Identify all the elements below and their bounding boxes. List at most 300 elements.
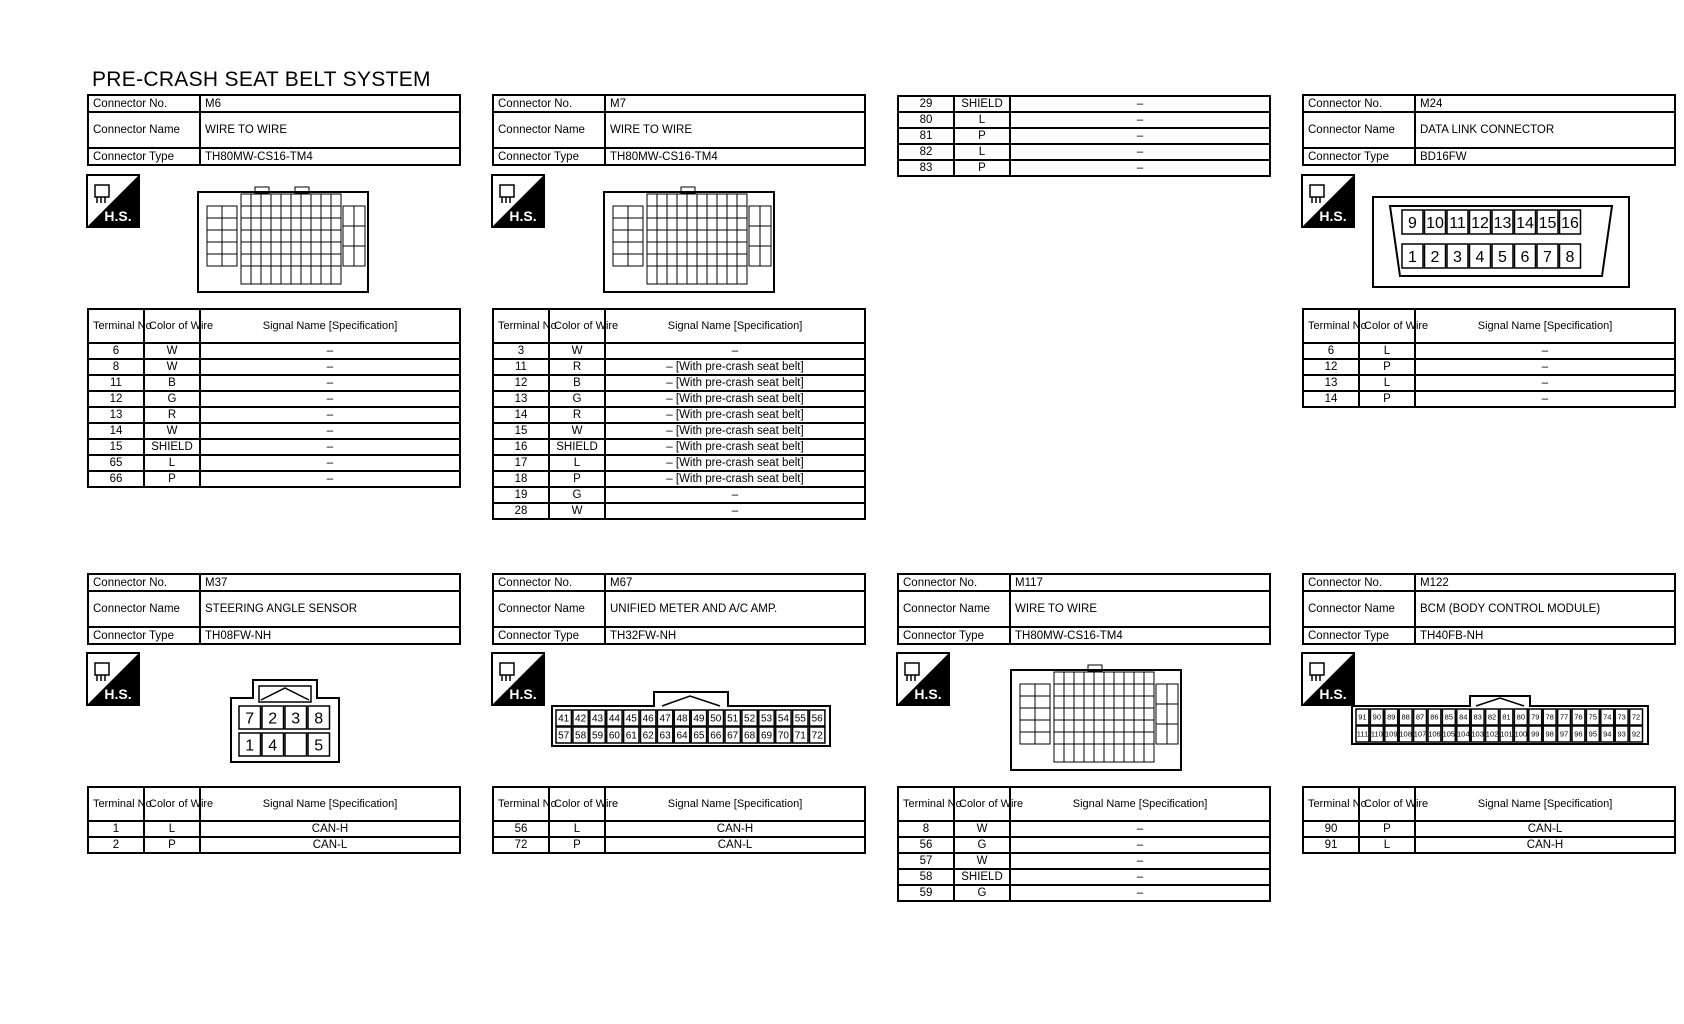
wire-color-cell: W — [144, 359, 200, 375]
signal-name-cell: CAN-L — [200, 837, 460, 853]
signal-name-cell: – — [1415, 391, 1675, 407]
table-row — [898, 837, 1270, 853]
pin-number: 50 — [710, 713, 722, 725]
wire-color-cell: P — [954, 160, 1010, 176]
connector-type-value: TH40FB-NH — [1415, 627, 1675, 644]
wire-color-cell: SHIELD — [954, 96, 1010, 112]
terminal-no-cell: 72 — [493, 837, 549, 853]
terminal-no-cell: 11 — [88, 375, 144, 391]
wire-color-cell: P — [549, 837, 605, 853]
terminal-no-cell: 8 — [88, 359, 144, 375]
harness-side-icon — [87, 653, 139, 705]
pin-number: 13 — [1493, 214, 1512, 232]
pin-number: 67 — [727, 730, 739, 742]
table-row — [493, 407, 865, 423]
label-connector-name: Connector Name — [88, 591, 200, 627]
pin-number: 107 — [1413, 729, 1427, 739]
terminal-table-m37 — [87, 786, 461, 854]
terminal-table-m117 — [897, 786, 1271, 902]
pin-number: 63 — [659, 730, 671, 742]
table-row — [88, 423, 460, 439]
table-row — [898, 128, 1270, 144]
connector-name-value: WIRE TO WIRE — [1010, 591, 1270, 627]
pin-number: 45 — [625, 713, 637, 725]
table-row — [493, 439, 865, 455]
pin-number: 74 — [1603, 712, 1612, 722]
terminal-no-cell: 56 — [493, 821, 549, 837]
connector-name-value: WIRE TO WIRE — [605, 112, 865, 148]
table-row — [88, 375, 460, 391]
pin-number: 96 — [1574, 729, 1583, 739]
wire-color-cell: L — [549, 455, 605, 471]
terminal-no-cell: 81 — [898, 128, 954, 144]
pin-number: 1 — [245, 737, 255, 755]
signal-name-cell: – — [1010, 144, 1270, 160]
table-row — [493, 359, 865, 375]
pin-number: 64 — [676, 730, 688, 742]
table-row — [493, 821, 865, 837]
label-connector-name: Connector Name — [88, 112, 200, 148]
label-connector-no: Connector No. — [898, 574, 1010, 591]
pin-number: 48 — [676, 713, 688, 725]
table-row — [898, 869, 1270, 885]
wire-color-cell: G — [549, 391, 605, 407]
pin-number: 65 — [693, 730, 705, 742]
terminal-no-cell: 13 — [1303, 375, 1359, 391]
wire-color-cell: G — [954, 885, 1010, 901]
pin-number: 58 — [575, 730, 587, 742]
wire-color-cell: W — [144, 343, 200, 359]
terminal-table-m7 — [492, 308, 866, 520]
wire-color-cell: L — [954, 112, 1010, 128]
wire-color-cell: L — [549, 821, 605, 837]
header-signal-name: Signal Name [Specification] — [1010, 787, 1270, 821]
wire-color-cell: W — [144, 423, 200, 439]
wire-color-cell: R — [144, 407, 200, 423]
pin-number: 70 — [777, 730, 789, 742]
connector-m117-face-diagram — [1010, 664, 1182, 774]
terminal-no-cell: 17 — [493, 455, 549, 471]
terminal-table-m122 — [1302, 786, 1676, 854]
pin-number: 68 — [744, 730, 756, 742]
connector-name-value: WIRE TO WIRE — [200, 112, 460, 148]
wire-color-cell: R — [549, 359, 605, 375]
table-row — [88, 359, 460, 375]
connector-no-value: M37 — [200, 574, 460, 591]
connector-m24 — [1302, 94, 1676, 166]
table-row — [1303, 375, 1675, 391]
connector-no-value: M67 — [605, 574, 865, 591]
table-row — [1303, 391, 1675, 407]
connector-m7-face-diagram — [603, 186, 775, 296]
pin-number: 5 — [1498, 248, 1507, 266]
pin-number: 10 — [1426, 214, 1444, 232]
connector-name-value: STEERING ANGLE SENSOR — [200, 591, 460, 627]
pin-number: 61 — [625, 730, 637, 742]
harness-side-icon — [1302, 175, 1354, 227]
pin-number: 5 — [314, 737, 324, 755]
wire-color-cell: P — [549, 471, 605, 487]
pin-number: 72 — [1631, 712, 1641, 722]
pin-number: 53 — [760, 713, 773, 725]
table-row — [493, 375, 865, 391]
harness-side-icon — [492, 653, 544, 705]
signal-name-cell: – — [1010, 160, 1270, 176]
label-connector-type: Connector Type — [493, 148, 605, 165]
pin-number: 42 — [575, 713, 587, 725]
pin-number: 82 — [1487, 712, 1497, 722]
wire-color-cell: P — [1359, 391, 1415, 407]
pin-number: 41 — [558, 713, 570, 725]
pin-number: 51 — [727, 713, 739, 725]
terminal-table-m67 — [492, 786, 866, 854]
table-row — [88, 471, 460, 487]
header-color-of-wire: Color of Wire — [954, 787, 1010, 821]
label-connector-name: Connector Name — [493, 591, 605, 627]
terminal-no-cell: 82 — [898, 144, 954, 160]
page-title: PRE-CRASH SEAT BELT SYSTEM — [92, 68, 431, 91]
pin-number: 104 — [1456, 729, 1470, 739]
terminal-no-cell: 1 — [88, 821, 144, 837]
header-terminal-no: Terminal No. — [1303, 787, 1359, 821]
signal-name-cell: – — [200, 455, 460, 471]
pin-number: 83 — [1473, 712, 1482, 722]
signal-name-cell: – [With pre-crash seat belt] — [605, 359, 865, 375]
pin-number: 97 — [1559, 729, 1569, 739]
pin-number: 78 — [1545, 712, 1554, 722]
hs-label: H.S. — [104, 208, 132, 224]
signal-name-cell: – — [1010, 853, 1270, 869]
terminal-table-m7-continued — [897, 95, 1271, 177]
connector-name-value: DATA LINK CONNECTOR — [1415, 112, 1675, 148]
terminal-table-m24 — [1302, 308, 1676, 408]
terminal-no-cell: 83 — [898, 160, 954, 176]
label-connector-type: Connector Type — [898, 627, 1010, 644]
connector-no-value: M24 — [1415, 95, 1675, 112]
pin-number: 79 — [1531, 712, 1540, 722]
terminal-no-cell: 29 — [898, 96, 954, 112]
pin-number: 106 — [1428, 729, 1441, 739]
pin-cell — [285, 733, 307, 756]
table-row — [88, 407, 460, 423]
pin-number: 103 — [1471, 729, 1484, 739]
connector-m122-face-diagram — [1350, 694, 1650, 746]
connector-no-value: M7 — [605, 95, 865, 112]
pin-number: 66 — [710, 730, 722, 742]
wire-color-cell: G — [144, 391, 200, 407]
table-row — [493, 503, 865, 519]
terminal-no-cell: 66 — [88, 471, 144, 487]
pin-number: 54 — [777, 713, 789, 725]
label-connector-no: Connector No. — [88, 95, 200, 112]
terminal-no-cell: 59 — [898, 885, 954, 901]
header-signal-name: Signal Name [Specification] — [1415, 309, 1675, 343]
wire-color-cell: B — [144, 375, 200, 391]
pin-number: 89 — [1387, 712, 1396, 722]
signal-name-cell: – — [200, 343, 460, 359]
pin-number: 59 — [591, 730, 604, 742]
wire-color-cell: W — [549, 423, 605, 439]
pin-number: 105 — [1442, 729, 1456, 739]
label-connector-no: Connector No. — [88, 574, 200, 591]
pin-number: 93 — [1617, 729, 1626, 739]
table-row — [88, 343, 460, 359]
signal-name-cell: – [With pre-crash seat belt] — [605, 375, 865, 391]
table-row — [493, 471, 865, 487]
header-terminal-no: Terminal No. — [898, 787, 954, 821]
pin-number: 77 — [1559, 712, 1569, 722]
connector-info-table — [87, 94, 461, 166]
signal-name-cell: – [With pre-crash seat belt] — [605, 407, 865, 423]
table-row — [88, 455, 460, 471]
signal-name-cell: CAN-H — [605, 821, 865, 837]
connector-m67-face-diagram — [550, 690, 832, 748]
terminal-no-cell: 16 — [493, 439, 549, 455]
terminal-no-cell: 90 — [1303, 821, 1359, 837]
pin-number: 73 — [1617, 712, 1626, 722]
connector-type-value: TH80MW-CS16-TM4 — [605, 148, 865, 165]
wire-color-cell: G — [954, 837, 1010, 853]
label-connector-name: Connector Name — [493, 112, 605, 148]
table-row — [88, 837, 460, 853]
terminal-no-cell: 6 — [1303, 343, 1359, 359]
table-row — [898, 160, 1270, 176]
header-color-of-wire: Color of Wire — [144, 787, 200, 821]
terminal-no-cell: 13 — [88, 407, 144, 423]
connector-type-value: TH80MW-CS16-TM4 — [1010, 627, 1270, 644]
header-color-of-wire: Color of Wire — [144, 309, 200, 343]
pin-number: 1 — [1408, 248, 1417, 266]
pin-number: 85 — [1444, 712, 1454, 722]
connector-name-value: BCM (BODY CONTROL MODULE) — [1415, 591, 1675, 627]
connector-type-value: TH08FW-NH — [200, 627, 460, 644]
pin-number: 16 — [1561, 214, 1579, 232]
signal-name-cell: CAN-L — [1415, 821, 1675, 837]
wire-color-cell: B — [549, 375, 605, 391]
wire-color-cell: P — [954, 128, 1010, 144]
pin-number: 84 — [1459, 712, 1468, 722]
table-row — [1303, 343, 1675, 359]
pin-number: 62 — [642, 730, 654, 742]
table-row — [898, 112, 1270, 128]
label-connector-name: Connector Name — [898, 591, 1010, 627]
hs-label: H.S. — [104, 686, 132, 702]
terminal-no-cell: 65 — [88, 455, 144, 471]
pin-number: 55 — [794, 713, 806, 725]
label-connector-no: Connector No. — [493, 95, 605, 112]
label-connector-no: Connector No. — [493, 574, 605, 591]
terminal-no-cell: 12 — [88, 391, 144, 407]
pin-number: 8 — [1565, 248, 1575, 266]
signal-name-cell: – — [1010, 869, 1270, 885]
header-signal-name: Signal Name [Specification] — [1415, 787, 1675, 821]
pin-number: 3 — [291, 710, 301, 728]
terminal-no-cell: 15 — [493, 423, 549, 439]
terminal-no-cell: 14 — [493, 407, 549, 423]
signal-name-cell: – — [1010, 112, 1270, 128]
table-row — [493, 423, 865, 439]
pin-number: 4 — [268, 737, 278, 755]
label-connector-name: Connector Name — [1303, 112, 1415, 148]
signal-name-cell: – — [1010, 96, 1270, 112]
pin-number: 88 — [1401, 712, 1410, 722]
signal-name-cell: – — [1010, 821, 1270, 837]
connector-name-value: UNIFIED METER AND A/C AMP. — [605, 591, 865, 627]
signal-name-cell: – — [200, 391, 460, 407]
signal-name-cell: – [With pre-crash seat belt] — [605, 439, 865, 455]
terminal-no-cell: 13 — [493, 391, 549, 407]
header-signal-name: Signal Name [Specification] — [200, 309, 460, 343]
signal-name-cell: – — [1010, 837, 1270, 853]
wire-color-cell: L — [954, 144, 1010, 160]
signal-name-cell: – — [605, 503, 865, 519]
pin-number: 90 — [1372, 712, 1382, 722]
signal-name-cell: – — [1415, 343, 1675, 359]
connector-m24-face-diagram — [1372, 196, 1630, 288]
signal-name-cell: – — [200, 407, 460, 423]
pin-number: 44 — [608, 713, 620, 725]
table-row — [1303, 837, 1675, 853]
pin-number: 2 — [268, 710, 278, 728]
pin-number: 60 — [608, 730, 620, 742]
terminal-no-cell: 91 — [1303, 837, 1359, 853]
table-row — [493, 391, 865, 407]
pin-number: 80 — [1516, 712, 1526, 722]
signal-name-cell: – [With pre-crash seat belt] — [605, 423, 865, 439]
wire-color-cell: W — [549, 343, 605, 359]
pin-number: 100 — [1514, 729, 1528, 739]
pin-number: 76 — [1574, 712, 1583, 722]
label-connector-type: Connector Type — [88, 627, 200, 644]
header-color-of-wire: Color of Wire — [549, 787, 605, 821]
pin-number: 12 — [1471, 214, 1489, 232]
connector-m7 — [492, 94, 866, 166]
table-row — [898, 144, 1270, 160]
terminal-no-cell: 18 — [493, 471, 549, 487]
wire-color-cell: L — [144, 821, 200, 837]
pin-number: 91 — [1358, 712, 1367, 722]
signal-name-cell: CAN-L — [605, 837, 865, 853]
table-row — [88, 439, 460, 455]
pin-number: 69 — [760, 730, 773, 742]
pin-number: 99 — [1531, 729, 1540, 739]
pin-number: 14 — [1516, 214, 1534, 232]
pin-number: 56 — [811, 713, 823, 725]
pin-number: 7 — [245, 710, 255, 728]
label-connector-name: Connector Name — [1303, 591, 1415, 627]
connector-m6-face-diagram — [197, 186, 369, 296]
wire-color-cell: P — [1359, 359, 1415, 375]
connector-type-value: TH80MW-CS16-TM4 — [200, 148, 460, 165]
pin-number: 11 — [1449, 214, 1466, 232]
terminal-no-cell: 19 — [493, 487, 549, 503]
hs-label: H.S. — [1319, 686, 1347, 702]
label-connector-type: Connector Type — [493, 627, 605, 644]
label-connector-no: Connector No. — [1303, 574, 1415, 591]
pin-number: 71 — [794, 730, 806, 742]
connector-no-value: M6 — [200, 95, 460, 112]
table-row — [898, 96, 1270, 112]
label-connector-type: Connector Type — [1303, 627, 1415, 644]
label-connector-type: Connector Type — [88, 148, 200, 165]
label-connector-type: Connector Type — [1303, 148, 1415, 165]
wire-color-cell: W — [954, 821, 1010, 837]
header-signal-name: Signal Name [Specification] — [605, 787, 865, 821]
pin-number: 43 — [591, 713, 604, 725]
wire-color-cell: L — [144, 455, 200, 471]
header-terminal-no: Terminal No. — [493, 787, 549, 821]
pin-number: 6 — [1520, 248, 1530, 266]
hs-label: H.S. — [509, 686, 537, 702]
pin-number: 98 — [1545, 729, 1554, 739]
hs-label: H.S. — [1319, 208, 1347, 224]
wire-color-cell: P — [1359, 821, 1415, 837]
pin-number: 111 — [1356, 729, 1369, 739]
pin-number: 4 — [1475, 248, 1485, 266]
pin-number: 3 — [1453, 248, 1462, 266]
pin-number: 7 — [1543, 248, 1552, 266]
wire-color-cell: G — [549, 487, 605, 503]
header-signal-name: Signal Name [Specification] — [200, 787, 460, 821]
header-terminal-no: Terminal No. — [88, 309, 144, 343]
terminal-no-cell: 14 — [1303, 391, 1359, 407]
table-row — [493, 837, 865, 853]
pin-number: 57 — [558, 730, 570, 742]
connector-m37-face-diagram — [229, 678, 341, 764]
pin-number: 110 — [1370, 729, 1383, 739]
header-color-of-wire: Color of Wire — [549, 309, 605, 343]
pin-number: 92 — [1631, 729, 1641, 739]
pin-number: 52 — [744, 713, 756, 725]
hs-label: H.S. — [914, 686, 942, 702]
wire-color-cell: SHIELD — [549, 439, 605, 455]
pin-number: 108 — [1399, 729, 1412, 739]
signal-name-cell: – — [200, 359, 460, 375]
wire-color-cell: L — [1359, 343, 1415, 359]
terminal-no-cell: 8 — [898, 821, 954, 837]
connector-type-value: BD16FW — [1415, 148, 1675, 165]
table-row — [493, 487, 865, 503]
header-terminal-no: Terminal No. — [493, 309, 549, 343]
pin-number: 109 — [1384, 729, 1398, 739]
wire-color-cell: L — [1359, 837, 1415, 853]
connector-m6 — [87, 94, 461, 166]
pin-number: 81 — [1502, 712, 1511, 722]
pin-number: 47 — [659, 713, 671, 725]
signal-name-cell: CAN-H — [1415, 837, 1675, 853]
label-connector-no: Connector No. — [1303, 95, 1415, 112]
wire-color-cell: W — [954, 853, 1010, 869]
signal-name-cell: – [With pre-crash seat belt] — [605, 391, 865, 407]
pin-number: 46 — [642, 713, 654, 725]
table-row — [1303, 359, 1675, 375]
connector-no-value: M122 — [1415, 574, 1675, 591]
signal-name-cell: – — [1010, 128, 1270, 144]
terminal-no-cell: 15 — [88, 439, 144, 455]
connector-type-value: TH32FW-NH — [605, 627, 865, 644]
pin-number: 9 — [1408, 214, 1417, 232]
connector-m122 — [1302, 573, 1676, 645]
pin-number: 101 — [1500, 729, 1513, 739]
signal-name-cell: – — [200, 375, 460, 391]
signal-name-cell: – — [1415, 359, 1675, 375]
terminal-no-cell: 3 — [493, 343, 549, 359]
connector-m117 — [897, 573, 1271, 645]
harness-side-icon — [87, 175, 139, 227]
signal-name-cell: – — [200, 423, 460, 439]
table-row — [1303, 821, 1675, 837]
connector-m37 — [87, 573, 461, 645]
